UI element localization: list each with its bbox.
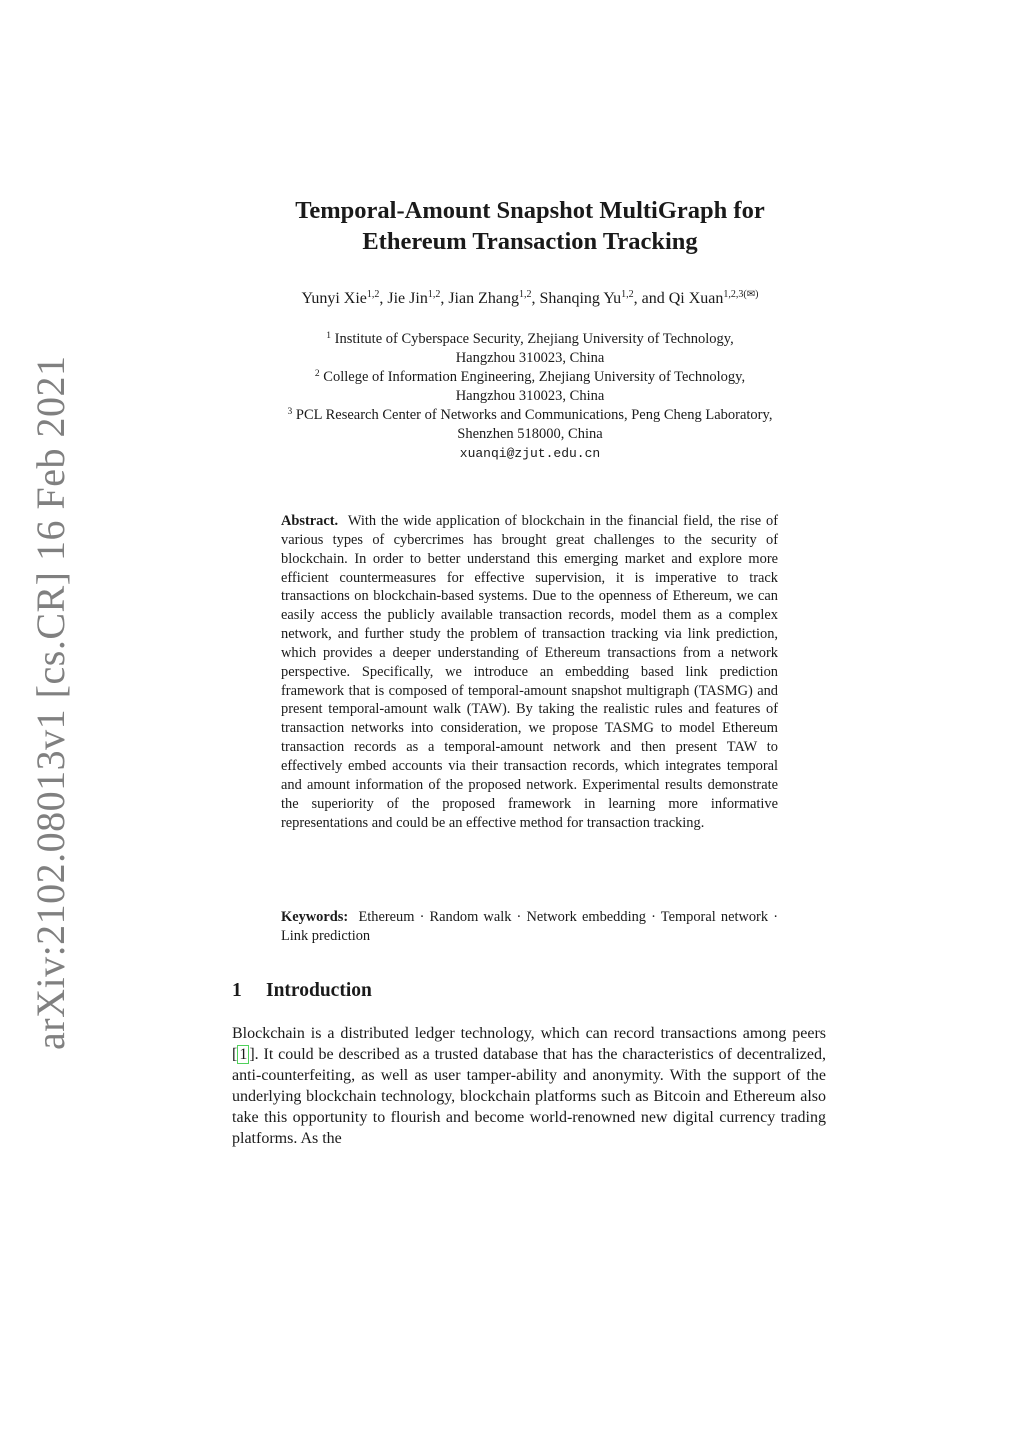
affiliation-city: Hangzhou 310023, China — [455, 350, 605, 366]
affiliation-line: College of Information Engineering, Zhejiang University of Technology, — [323, 369, 746, 385]
author-list — [200, 290, 860, 308]
affiliation-2 — [200, 368, 860, 387]
author-name: Jie Jin — [387, 290, 428, 307]
author-name: Shanqing Yu — [539, 290, 622, 307]
affiliation-number: 1 — [326, 331, 331, 341]
author-affil-sup: 1,2 — [427, 289, 441, 300]
affiliation-city: Hangzhou 310023, China — [455, 388, 605, 404]
affiliation-city: Shenzhen 518000, China — [457, 426, 603, 442]
contact-email: xuanqi@zjut.edu.cn — [459, 446, 601, 461]
affiliation-number: 3 — [287, 407, 293, 417]
section-number: 1 — [232, 980, 242, 1001]
author-affil-sup: 1,2 — [621, 289, 634, 300]
author-separator: , — [531, 290, 540, 307]
affiliation-line: PCL Research Center of Networks and Communications, Peng Cheng Laboratory, — [295, 407, 773, 423]
author-separator: , and — [633, 290, 669, 307]
intro-text-rest: . It could be described as a trusted database that has the characteristics of decentralized, anti-counterfeiting, as well as user tamper-ability and anonymity. With the support of the underlying blockchain technology, blockchain platforms such as Bitcoin and Ethereum also take this opportunity to flourish and become world-renowned new digital currency trading platforms. As the — [232, 1046, 826, 1147]
affiliation-number: 2 — [314, 369, 320, 379]
abstract-label: Abstract. — [281, 513, 339, 529]
abstract — [281, 512, 778, 832]
author-name: Qi Xuan — [668, 290, 724, 307]
section-title: Introduction — [266, 980, 372, 1001]
author-name: Jian Zhang — [448, 290, 519, 307]
title-line-1: Temporal-Amount Snapshot MultiGraph for — [295, 197, 765, 224]
introduction-paragraph: Blockchain is a distributed ledger technology, which can record transactions among peers [ 1 ]. It could be described as a trusted database that has the characteristics of decentralized, anti-counterfeiting, as well as user tamper-ability and anonymity. With the support of the underlying blockchain technology, blockchain platforms such as Bitcoin and Ethereum also take this opportunity to flourish and become world-renowned new digital currency trading platforms. As the — [232, 1025, 826, 1147]
author-affil-sup: 1,2 — [366, 289, 380, 300]
affiliation-3 — [200, 406, 860, 425]
citation-link[interactable]: 1 — [239, 1046, 248, 1063]
abstract-text: With the wide application of blockchain in the financial field, the rise of various types of cybercrimes has brought great challenges to the security of blockchain. In order to better understand this emerging market and explore more efficient countermeasures for effective supervision, it is imperative to track transactions on blockchain-based systems. Due to the openness of Ethereum, we can easily access the publicly available transaction records, model them as a complex network, and further study the problem of transaction tracking via link prediction, which provides a deeper understanding of Ethereum transactions from a network perspective. Specifically, we introduce an embedding based link prediction framework that is composed of temporal-amount snapshot multigraph (TASMG) and present temporal-amount walk (TAW). By taking the realistic rules and features of transaction networks into consideration, we propose TASMG to model Ethereum transaction records as a temporal-amount network and then present TAW to effectively embed accounts via their transaction records, which integrates temporal and amount information of the proposed network. Experimental results demonstrate the superiority of the proposed framework in learning more informative representations and could be an effective method for transaction tracking. — [281, 513, 778, 831]
keywords-text: Ethereum · Random walk · Network embedding · Temporal network · Link prediction — [281, 909, 778, 944]
author-affil-sup: 1,2,3(✉) — [723, 289, 759, 300]
intro-text-start: Blockchain is a distributed ledger technology, which can record transactions among peers — [232, 1025, 826, 1042]
title-line-2: Ethereum Transaction Tracking — [362, 228, 698, 255]
section-heading — [232, 980, 372, 1002]
author-name: Yunyi Xie — [301, 290, 367, 307]
paper-title — [200, 195, 860, 257]
affiliation-line: Institute of Cyberspace Security, Zhejiang University of Technology, — [334, 331, 734, 347]
affiliation-1 — [200, 330, 860, 349]
author-separator: , — [440, 290, 449, 307]
author-affil-sup: 1,2 — [518, 289, 532, 300]
keywords-label: Keywords: — [281, 909, 349, 925]
author-separator: , — [379, 290, 388, 307]
affiliations-block — [200, 330, 860, 463]
arxiv-identifier-stamp: arXiv:2102.08013v1 [cs.CR] 16 Feb 2021 — [28, 355, 73, 1050]
keywords — [281, 908, 778, 946]
